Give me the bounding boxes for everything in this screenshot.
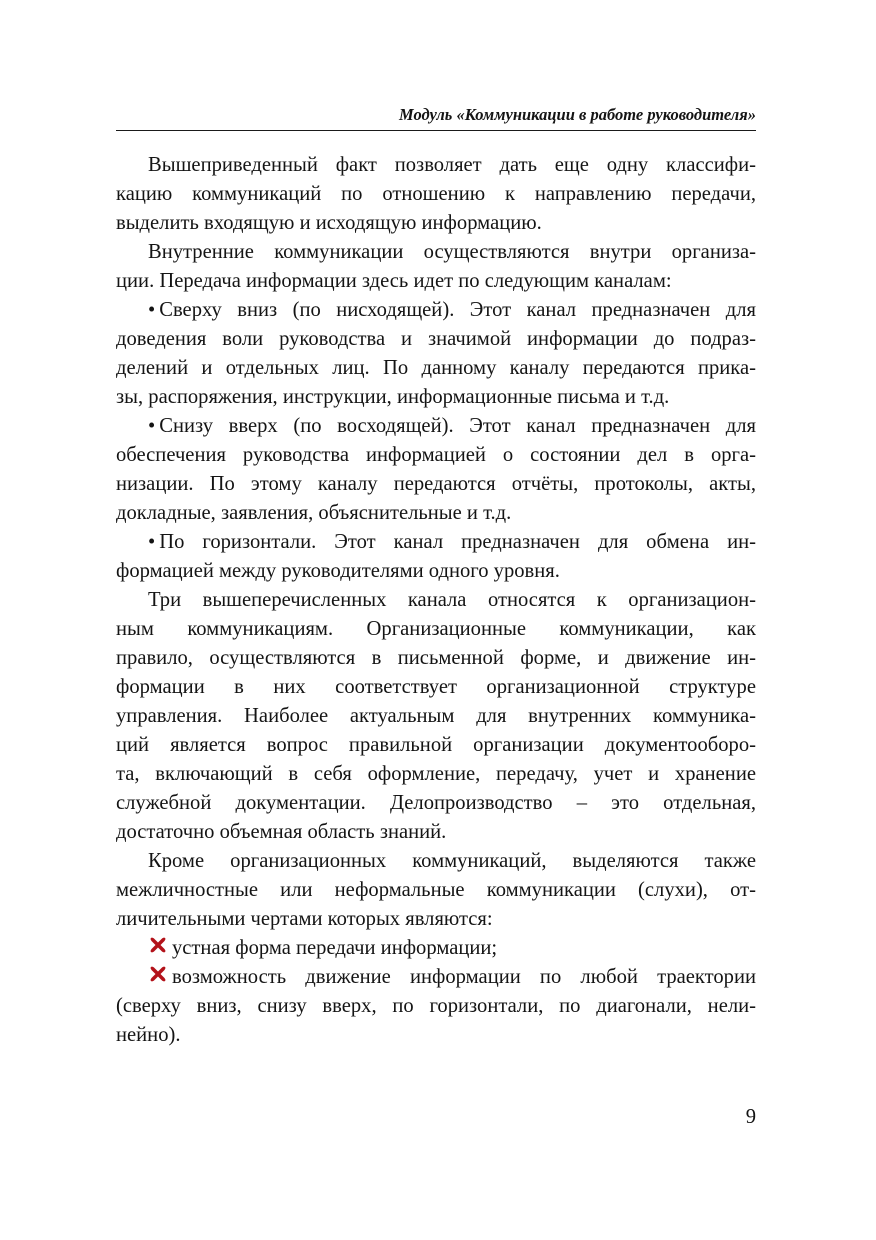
text-line: формации в них соответствует организационной структуре bbox=[116, 676, 756, 698]
text-line: ции. Передача информации здесь идет по следующим каналам: bbox=[116, 270, 672, 292]
paragraph bbox=[116, 238, 756, 296]
text-line: делений и отдельных лиц. По данному каналу передаются прика- bbox=[116, 357, 756, 379]
bullet-dot-icon: • bbox=[148, 531, 156, 553]
page-number: 9 bbox=[745, 1106, 756, 1128]
text-line: докладные, заявления, объяснительные и т.д. bbox=[116, 502, 512, 524]
text-line: формацией между руководителями одного уровня. bbox=[116, 560, 560, 582]
bullet-dot-icon: • bbox=[148, 415, 156, 437]
text-line: ций является вопрос правильной организации документооборо- bbox=[116, 734, 756, 756]
text-line: По горизонтали. Этот канал предназначен для обмена ин- bbox=[159, 531, 756, 553]
text-line: Вышеприведенный факт позволяет дать еще одну классифи- bbox=[148, 154, 756, 176]
text-line: личительными чертами которых являются: bbox=[116, 908, 493, 930]
text-line-with-bullet bbox=[116, 412, 756, 441]
cross-list-item bbox=[116, 963, 756, 1050]
running-header-title: Модуль «Коммуникации в работе руководителя» bbox=[399, 105, 756, 124]
running-header bbox=[116, 104, 756, 131]
bullet-dot-icon: • bbox=[148, 299, 156, 321]
text-line: правило, осуществляются в письменной форме, и движение ин- bbox=[116, 647, 756, 669]
text-line: кацию коммуникаций по отношению к направлению передачи, bbox=[116, 183, 756, 205]
text-line: управления. Наиболее актуальным для внутренних коммуника- bbox=[116, 705, 756, 727]
text-line: достаточно объемная область знаний. bbox=[116, 821, 447, 843]
cross-list-item bbox=[116, 934, 756, 963]
paragraph bbox=[116, 151, 756, 238]
text-line: Внутренние коммуникации осуществляются внутри организа- bbox=[148, 241, 756, 263]
text-line: нейно). bbox=[116, 1024, 181, 1046]
cross-icon bbox=[148, 965, 168, 985]
text-line: Три вышеперечисленных канала относятся к организацион- bbox=[148, 589, 756, 611]
text-line-with-bullet bbox=[116, 528, 756, 557]
text-line: Кроме организационных коммуникаций, выделяются также bbox=[148, 850, 756, 872]
text-line: устная форма передачи информации; bbox=[172, 937, 498, 959]
text-line: доведения воли руководства и значимой информации до подраз- bbox=[116, 328, 756, 350]
text-line: возможность движение информации по любой траектории bbox=[172, 966, 756, 988]
body-text bbox=[116, 151, 756, 1050]
text-line-with-icon bbox=[116, 934, 756, 963]
text-line: межличностные или неформальные коммуникации (слухи), от- bbox=[116, 879, 756, 901]
bullet-item bbox=[116, 296, 756, 412]
text-line: ным коммуникациям. Организационные коммуникации, как bbox=[116, 618, 756, 640]
text-line: зы, распоряжения, инструкции, информационные письма и т.д. bbox=[116, 386, 670, 408]
text-line: обеспечения руководства информацией о состоянии дел в орга- bbox=[116, 444, 756, 466]
text-line: та, включающий в себя оформление, передачу, учет и хранение bbox=[116, 763, 756, 785]
text-line-with-bullet bbox=[116, 296, 756, 325]
text-line: низации. По этому каналу передаются отчёты, протоколы, акты, bbox=[116, 473, 756, 495]
text-line: Сверху вниз (по нисходящей). Этот канал предназначен для bbox=[159, 299, 756, 321]
text-line: служебной документации. Делопроизводство – это отдельная, bbox=[116, 792, 756, 814]
paragraph bbox=[116, 586, 756, 847]
text-line: (сверху вниз, снизу вверх, по горизонтали, по диагонали, нели- bbox=[116, 995, 756, 1017]
text-line: Снизу вверх (по восходящей). Этот канал предназначен для bbox=[159, 415, 756, 437]
text-line-with-icon bbox=[116, 963, 756, 992]
bullet-item bbox=[116, 528, 756, 586]
bullet-item bbox=[116, 412, 756, 528]
cross-icon bbox=[148, 936, 168, 956]
text-line: выделить входящую и исходящую информацию. bbox=[116, 212, 542, 234]
paragraph bbox=[116, 847, 756, 934]
